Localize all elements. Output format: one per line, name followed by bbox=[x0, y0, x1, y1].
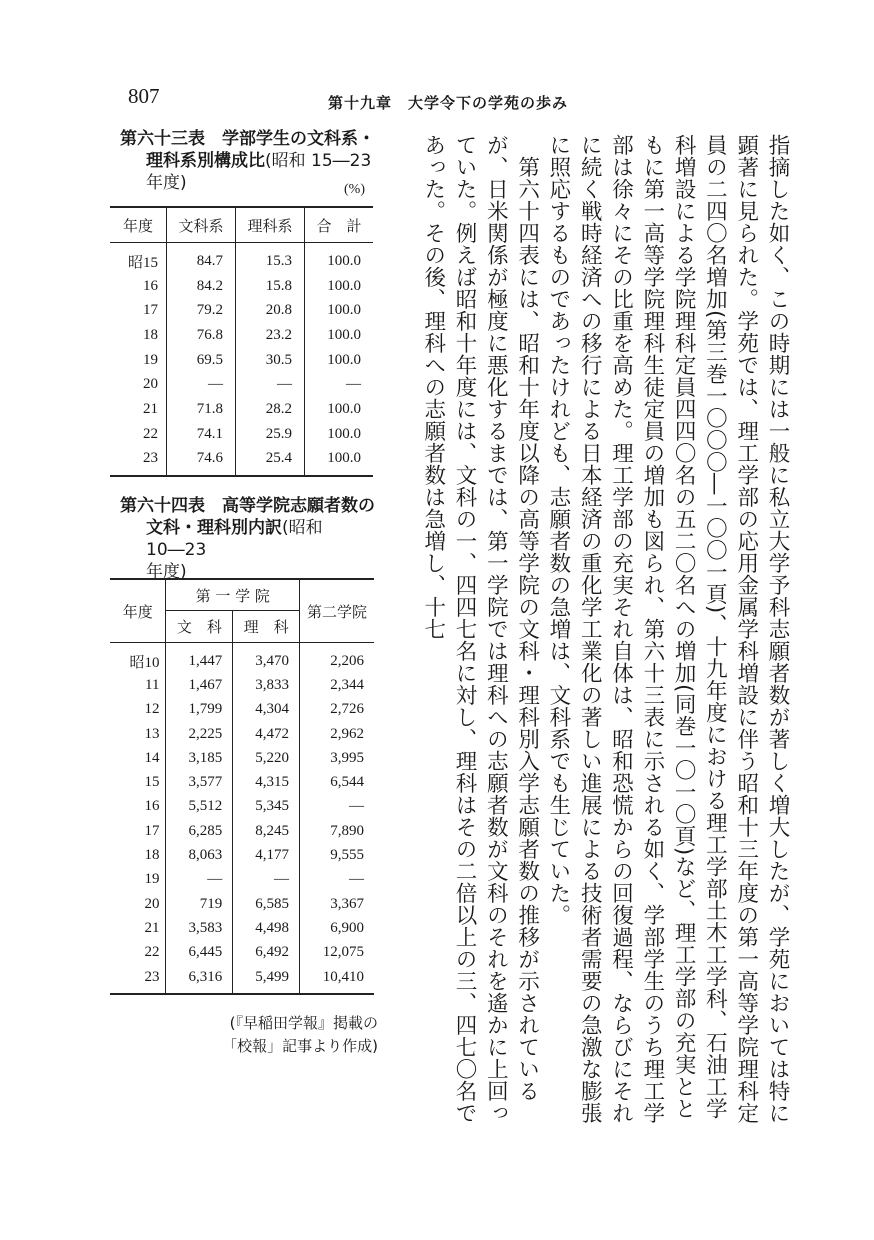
body-text bbox=[393, 134, 793, 1134]
table63-value-cell: 20.8 bbox=[236, 298, 305, 323]
table63-value-cell: 79.2 bbox=[167, 298, 236, 323]
table64-row bbox=[110, 643, 374, 674]
table64-year-cell: 16 bbox=[144, 798, 160, 815]
table64-value-cell: 3,577 bbox=[166, 770, 233, 794]
table63-row bbox=[110, 243, 373, 274]
table63-value-cell: 84.2 bbox=[167, 274, 236, 299]
table63-year-cell: 21 bbox=[143, 400, 158, 417]
table64-caption-sub bbox=[120, 517, 385, 561]
table64-value-cell: 6,900 bbox=[300, 916, 374, 940]
table64-value-cell: 719 bbox=[166, 892, 233, 916]
table63-year-cell: 17 bbox=[143, 302, 158, 319]
table64-row bbox=[110, 770, 374, 794]
table64-value-cell: 4,304 bbox=[233, 698, 300, 722]
table64-value-cell: 3,833 bbox=[233, 673, 300, 697]
table64-value-cell: 2,726 bbox=[300, 698, 374, 722]
table64-value-cell: 3,185 bbox=[166, 746, 233, 770]
table63-year-cell: 19 bbox=[143, 351, 158, 368]
table64-value-cell: ― bbox=[300, 868, 374, 892]
table63-year-cell: 16 bbox=[143, 277, 158, 294]
table63-value-cell: 25.4 bbox=[236, 447, 305, 477]
table64-value-cell: 12,075 bbox=[300, 941, 374, 965]
table64-body bbox=[110, 643, 374, 995]
table64-year-cell: 14 bbox=[144, 749, 160, 766]
table64-value-cell: 7,890 bbox=[300, 819, 374, 843]
table64-row bbox=[110, 698, 374, 722]
table64-year-cell: 12 bbox=[144, 701, 160, 718]
table64-value-cell: 4,472 bbox=[233, 722, 300, 746]
table64-caption-title: 第六十四表 高等学院志願者数の bbox=[120, 496, 375, 516]
table64-header-year: 年度 bbox=[110, 579, 166, 643]
table64-value-cell: 5,499 bbox=[233, 965, 300, 994]
running-head: 第十九章 大学令下の学苑の歩み bbox=[328, 94, 569, 112]
table63-value-cell: 74.6 bbox=[167, 447, 236, 477]
table64-value-cell: 3,470 bbox=[233, 643, 300, 674]
table63-value-cell: 100.0 bbox=[305, 274, 374, 299]
table63-caption-sub2: 年度) bbox=[146, 173, 187, 194]
table64-value-cell: 6,585 bbox=[233, 892, 300, 916]
table63-value-cell: 23.2 bbox=[236, 323, 305, 348]
table64-year-cell: 11 bbox=[145, 676, 160, 693]
table64-year-cell: 19 bbox=[144, 871, 160, 888]
table63-value-cell: 25.9 bbox=[236, 422, 305, 447]
table63-value-cell: 100.0 bbox=[305, 298, 374, 323]
table64-year-cell: 昭10 bbox=[129, 654, 160, 671]
table63-row bbox=[110, 422, 373, 447]
table64-source bbox=[178, 1012, 378, 1059]
table64-year-cell: 13 bbox=[144, 725, 160, 742]
table64-caption-sub1-paren: (昭和 10―23 bbox=[146, 518, 323, 561]
table63-value-cell: 100.0 bbox=[305, 397, 374, 422]
table64-value-cell: 2,206 bbox=[300, 643, 374, 674]
page-number: 807 bbox=[128, 84, 160, 108]
table63-value-cell: ― bbox=[236, 372, 305, 397]
table63-caption-sub bbox=[120, 150, 385, 172]
table64-value-cell: 3,367 bbox=[300, 892, 374, 916]
table64-year-cell: 23 bbox=[110, 965, 166, 994]
table64-year-cell: 22 bbox=[144, 944, 160, 961]
table64-value-cell: 4,315 bbox=[233, 770, 300, 794]
table64-value-cell: 6,285 bbox=[166, 819, 233, 843]
table63-body bbox=[110, 243, 373, 477]
table64-value-cell: 1,447 bbox=[166, 643, 233, 674]
table63-value-cell: 15.3 bbox=[236, 243, 305, 274]
table63-year-cell: 18 bbox=[143, 326, 158, 343]
table64-value-cell: 6,445 bbox=[166, 941, 233, 965]
table64-row bbox=[110, 722, 374, 746]
table63-row bbox=[110, 397, 373, 422]
table64-value-cell: 8,245 bbox=[233, 819, 300, 843]
table64-value-cell: 4,177 bbox=[233, 843, 300, 867]
table64-value-cell: 9,555 bbox=[300, 843, 374, 867]
table64-row bbox=[110, 746, 374, 770]
table64-row bbox=[110, 819, 374, 843]
table64-value-cell: 6,492 bbox=[233, 941, 300, 965]
table63-unit: (%) bbox=[344, 182, 365, 197]
table63-value-cell: 76.8 bbox=[167, 323, 236, 348]
table64-header-group: 第 一 学 院 bbox=[166, 579, 300, 611]
table63-value-cell: 28.2 bbox=[236, 397, 305, 422]
table63-header-row bbox=[110, 207, 373, 243]
table63-year-cell: 昭15 bbox=[127, 254, 158, 271]
table64-value-cell: ― bbox=[166, 868, 233, 892]
table64-source-line1: (『早稲田学報』掲載の bbox=[229, 1014, 378, 1032]
table63-value-cell: 100.0 bbox=[305, 447, 374, 477]
table64-value-cell: 2,225 bbox=[166, 722, 233, 746]
table63-header-rika: 理科系 bbox=[236, 207, 305, 243]
table63-value-cell: 69.5 bbox=[167, 348, 236, 373]
table63 bbox=[110, 206, 373, 477]
table64-row bbox=[110, 941, 374, 965]
table63-caption-sub1-paren: (昭和 15―23 bbox=[265, 151, 372, 172]
table64-row bbox=[110, 965, 374, 994]
table64-row bbox=[110, 892, 374, 916]
table63-value-cell: 30.5 bbox=[236, 348, 305, 373]
table64-caption bbox=[120, 495, 385, 583]
table63-row bbox=[110, 447, 373, 477]
table64-header-row1 bbox=[110, 579, 374, 611]
table64-year-cell: 20 bbox=[144, 895, 160, 912]
table63-year-cell: 20 bbox=[143, 376, 158, 393]
table64-value-cell: 2,344 bbox=[300, 673, 374, 697]
table63-value-cell: 71.8 bbox=[167, 397, 236, 422]
table63-year-cell: 22 bbox=[143, 425, 158, 442]
table64-year-cell: 17 bbox=[144, 822, 160, 839]
table63-header-year: 年度 bbox=[110, 207, 167, 243]
table64-row bbox=[110, 868, 374, 892]
table64-row bbox=[110, 673, 374, 697]
table64-value-cell: ― bbox=[233, 868, 300, 892]
table64-value-cell: 8,063 bbox=[166, 843, 233, 867]
table64-value-cell: 10,410 bbox=[300, 965, 374, 994]
table63-value-cell: ― bbox=[305, 372, 374, 397]
table64-row bbox=[110, 843, 374, 867]
table64-year-cell: 15 bbox=[144, 774, 160, 791]
table64-value-cell: 3,583 bbox=[166, 916, 233, 940]
table63-value-cell: 100.0 bbox=[305, 348, 374, 373]
table63-value-cell: 100.0 bbox=[305, 422, 374, 447]
table64-value-cell: 2,962 bbox=[300, 722, 374, 746]
table64-year-cell: 21 bbox=[144, 919, 160, 936]
table64-source-line2: 「校報」記事より作成) bbox=[222, 1037, 378, 1056]
table63-year-cell: 23 bbox=[110, 447, 167, 477]
table64-value-cell: ― bbox=[300, 795, 374, 819]
table63-header-total: 合 計 bbox=[305, 207, 374, 243]
body-paragraph: 第六十四表には、昭和十年度以降の高等学院の文科・理科別入学志願者数の推移が示されているが、日米関係が極度に悪化するまでは、第一学院では理科への志願者数が文科のそれを遙かに上回っていた。例えば昭和十年度には、文科の一、四四七名に対し、理科はその二倍以上の三、四七〇名であった。その後、理科への志願者数は急増し、十七 bbox=[420, 134, 540, 1124]
table63-value-cell: 74.1 bbox=[167, 422, 236, 447]
table63-caption-title: 第六十三表 学部学生の文科系・ bbox=[120, 129, 375, 149]
table64-value-cell: 6,544 bbox=[300, 770, 374, 794]
table63-row bbox=[110, 323, 373, 348]
table63-row bbox=[110, 274, 373, 299]
table64-header-second: 第二学院 bbox=[300, 579, 374, 643]
table64-year-cell: 18 bbox=[144, 847, 160, 864]
table64-value-cell: 4,498 bbox=[233, 916, 300, 940]
body-paragraph: 指摘した如く、この時期には一般に私立大学予科志願者数が著しく増大したが、学苑においては特に顕著に見られた。学苑では、理工学部の応用金属学科増設に伴う昭和十三年度の第一高等学院理科定員の二四〇名増加(第三巻一〇〇〇―一〇〇一頁)、十九年度における理工学部土木工学科、石油工学科増設による学院理科定員四四〇名の五二〇名への増加(同巻一〇一〇頁)など、理工学部の充実とともに第一高等学院理科生徒定員の増加も図られ、第六十三表に示される如く、学部学生のうち理工学部は徐々にその比重を高めた。理工学部の充実それ自体は、昭和恐慌からの回復過程、ならびにそれに続く戦時経済への移行による日本経済の重化学工業化の著しい進展による技術者需要の急激な膨張に照応するものであったけれども、志願者数の急増は、文科系でも生じていた。 bbox=[545, 134, 790, 1124]
table63-value-cell: 100.0 bbox=[305, 243, 374, 274]
table64-value-cell: 3,995 bbox=[300, 746, 374, 770]
table64-header-rika: 理 科 bbox=[233, 611, 300, 643]
table64-row bbox=[110, 916, 374, 940]
table64-caption-sub2: 年度) bbox=[146, 562, 187, 583]
table63-value-cell: 100.0 bbox=[305, 323, 374, 348]
table64-row bbox=[110, 795, 374, 819]
table63-row bbox=[110, 298, 373, 323]
table63-caption-sub1: 理科系別構成比 bbox=[146, 151, 265, 172]
table64-header-bunka: 文 科 bbox=[166, 611, 233, 643]
table64-value-cell: 1,799 bbox=[166, 698, 233, 722]
table64-value-cell: 5,345 bbox=[233, 795, 300, 819]
table64-value-cell: 1,467 bbox=[166, 673, 233, 697]
table64-caption-sub1: 文科・理科別内訳 bbox=[146, 518, 282, 539]
table63-header-bunka: 文科系 bbox=[167, 207, 236, 243]
table63-row bbox=[110, 348, 373, 373]
table64-value-cell: 5,512 bbox=[166, 795, 233, 819]
table64 bbox=[110, 578, 374, 995]
table63-value-cell: 84.7 bbox=[167, 243, 236, 274]
table64-value-cell: 6,316 bbox=[166, 965, 233, 994]
table63-row bbox=[110, 372, 373, 397]
table64-value-cell: 5,220 bbox=[233, 746, 300, 770]
table63-value-cell: 15.8 bbox=[236, 274, 305, 299]
table63-value-cell: ― bbox=[167, 372, 236, 397]
